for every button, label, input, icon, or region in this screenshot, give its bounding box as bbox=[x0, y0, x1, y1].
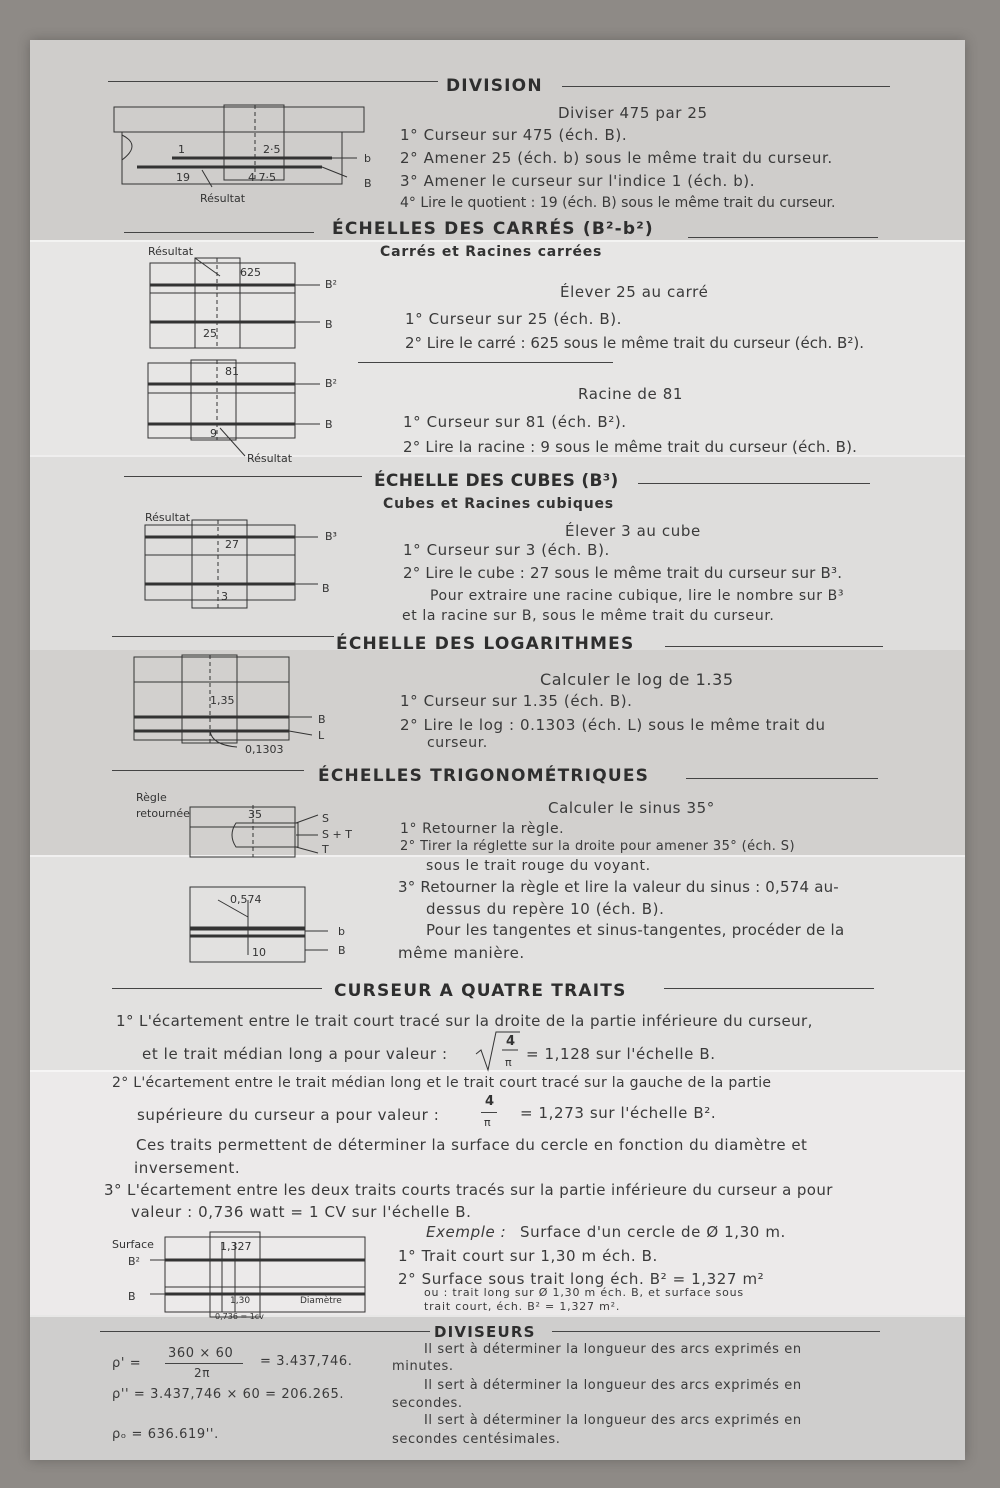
diagram-label: Résultat bbox=[148, 245, 194, 258]
cubes-title: ÉCHELLE DES CUBES (B³) bbox=[374, 471, 619, 491]
fold-line bbox=[30, 855, 965, 857]
fold-line bbox=[30, 240, 965, 242]
diagram-label: L bbox=[318, 729, 325, 742]
cursor-paragraph: 2° L'écartement entre le trait médian long et le trait court tracé sur la gauche de la partie bbox=[112, 1075, 772, 1091]
formula: ρ'' = 3.437,746 × 60 = 206.265. bbox=[112, 1387, 345, 1402]
example-step: 1° Trait court sur 1,30 m éch. B. bbox=[398, 1247, 658, 1265]
division-step: 4° Lire le quotient : 19 (éch. B) sous le même trait du curseur. bbox=[400, 195, 836, 211]
heading-rule bbox=[638, 483, 870, 484]
example-step: ou : trait long sur Ø 1,30 m éch. B, et surface sous bbox=[424, 1286, 744, 1299]
cursor-paragraph: = 1,128 sur l'échelle B. bbox=[526, 1045, 716, 1063]
division-step: 1° Curseur sur 475 (éch. B). bbox=[400, 126, 628, 144]
trig-step: 2° Tirer la réglette sur la droite pour amener 35° (éch. S) bbox=[400, 839, 795, 854]
squares-subtitle: Carrés et Racines carrées bbox=[380, 244, 603, 260]
diviseurs-note: minutes. bbox=[392, 1359, 454, 1374]
heading-rule bbox=[552, 1331, 880, 1332]
logs-step: 2° Lire le log : 0.1303 (éch. L) sous le même trait du bbox=[400, 716, 826, 734]
diviseurs-note: secondes. bbox=[392, 1396, 463, 1411]
heading-rule bbox=[112, 636, 334, 637]
diagram-label: B bbox=[325, 418, 333, 431]
division-title: DIVISION bbox=[446, 76, 543, 96]
diagram-label: 25 bbox=[203, 327, 217, 340]
diagram-label: Résultat bbox=[200, 192, 246, 205]
example-text: Surface d'un cercle de Ø 1,30 m. bbox=[520, 1223, 786, 1241]
diagram-label: 0,736 = 1cv bbox=[215, 1312, 264, 1321]
heading-rule bbox=[665, 646, 883, 647]
diviseurs-note: Il sert à déterminer la longueur des arcs exprimés en bbox=[424, 1378, 802, 1393]
diagram-label: 35 bbox=[248, 808, 262, 821]
diagram-label: 1 bbox=[178, 143, 185, 156]
cubes-example: Élever 3 au cube bbox=[565, 522, 701, 540]
diagram-label: Résultat bbox=[247, 452, 293, 465]
diagram-label: 81 bbox=[225, 365, 239, 378]
diagram-label: b bbox=[364, 152, 371, 165]
diagram-label: 27 bbox=[225, 538, 239, 551]
diagram-label: 2·5 bbox=[263, 143, 281, 156]
diagram-label: 10 bbox=[252, 946, 266, 959]
cursor-paragraph: Ces traits permettent de déterminer la surface du cercle en fonction du diamètre et bbox=[136, 1136, 808, 1154]
division-diagram bbox=[112, 105, 382, 205]
squares-diagram bbox=[145, 258, 345, 468]
logs-title: ÉCHELLE DES LOGARITHMES bbox=[336, 634, 635, 654]
diviseurs-note: Il sert à déterminer la longueur des arcs exprimés en bbox=[424, 1413, 802, 1428]
cursor-title: CURSEUR A QUATRE TRAITS bbox=[334, 981, 627, 1001]
diviseurs-title: DIVISEURS bbox=[434, 1323, 536, 1341]
example-label: Exemple : bbox=[426, 1223, 507, 1241]
cursor-paragraph: valeur : 0,736 watt = 1 CV sur l'échelle B. bbox=[131, 1203, 472, 1221]
diagram-label: 4 7·5 bbox=[248, 171, 276, 184]
cursor-paragraph: supérieure du curseur a pour valeur : bbox=[137, 1106, 440, 1124]
diagram-label: 0,574 bbox=[230, 893, 262, 906]
heading-rule bbox=[688, 237, 878, 238]
diagram-label: Diamètre bbox=[300, 1296, 342, 1306]
formula: ρ' = bbox=[112, 1356, 142, 1371]
diagram-label: B bbox=[318, 713, 326, 726]
diagram-label: retournée bbox=[136, 807, 190, 820]
diagram-label: Surface bbox=[112, 1238, 154, 1251]
trig-step: 1° Retourner la règle. bbox=[400, 821, 565, 837]
logs-step: 1° Curseur sur 1.35 (éch. B). bbox=[400, 692, 633, 710]
fraction-bar bbox=[481, 1112, 497, 1113]
formula-denominator: 2π bbox=[194, 1366, 211, 1380]
diagram-label: S bbox=[322, 812, 329, 825]
diagram-label: 1,327 bbox=[220, 1240, 252, 1253]
cursor-diagram bbox=[150, 1232, 370, 1322]
diagram-label: B² bbox=[325, 377, 337, 390]
diviseurs-note: secondes centésimales. bbox=[392, 1432, 561, 1447]
cursor-paragraph: et le trait médian long a pour valeur : bbox=[142, 1045, 448, 1063]
squares-example: Racine de 81 bbox=[578, 385, 684, 403]
squares-step: 1° Curseur sur 25 (éch. B). bbox=[405, 310, 623, 328]
logs-example: Calculer le log de 1.35 bbox=[540, 670, 734, 689]
diagram-label: Résultat bbox=[145, 511, 191, 524]
diagram-label: 1,35 bbox=[210, 694, 235, 707]
diagram-label: 0,1303 bbox=[245, 743, 284, 756]
division-step: 2° Amener 25 (éch. b) sous le même trait du curseur. bbox=[400, 149, 833, 167]
diviseurs-note: Il sert à déterminer la longueur des arcs exprimés en bbox=[424, 1342, 802, 1357]
fraction-denominator: π bbox=[484, 1116, 491, 1129]
diagram-label: B bbox=[338, 944, 346, 957]
logs-diagram bbox=[132, 655, 342, 755]
trig-step: 3° Retourner la règle et lire la valeur du sinus : 0,574 au- bbox=[398, 878, 839, 896]
diagram-label: 19 bbox=[176, 171, 190, 184]
formula: ρₒ = 636.619''. bbox=[112, 1427, 219, 1442]
cubes-note: Pour extraire une racine cubique, lire le nombre sur B³ bbox=[430, 588, 845, 604]
cubes-subtitle: Cubes et Racines cubiques bbox=[383, 496, 614, 512]
heading-rule bbox=[562, 86, 890, 87]
squares-step: 2° Lire le carré : 625 sous le même trait du curseur (éch. B²). bbox=[405, 334, 864, 352]
fraction-numerator: 4 bbox=[506, 1034, 516, 1049]
formula-numerator: 360 × 60 bbox=[168, 1346, 234, 1361]
fraction-denominator: π bbox=[505, 1056, 512, 1069]
cubes-step: 1° Curseur sur 3 (éch. B). bbox=[403, 541, 610, 559]
diagram-label: 625 bbox=[240, 266, 261, 279]
squares-step: 2° Lire la racine : 9 sous le même trait du curseur (éch. B). bbox=[403, 438, 858, 456]
trig-title: ÉCHELLES TRIGONOMÉTRIQUES bbox=[318, 766, 650, 786]
trig-step: dessus du repère 10 (éch. B). bbox=[426, 900, 665, 918]
cursor-paragraph: 3° L'écartement entre les deux traits courts tracés sur la partie inférieure du curseur a pour bbox=[104, 1181, 833, 1199]
diagram-label: B bbox=[322, 582, 330, 595]
heading-rule bbox=[108, 81, 438, 82]
fraction-numerator: 4 bbox=[485, 1094, 495, 1109]
diagram-label: 1,30 bbox=[230, 1296, 251, 1306]
cursor-paragraph: 1° L'écartement entre le trait court tracé sur la droite de la partie inférieure du curseur, bbox=[116, 1012, 813, 1030]
squares-title: ÉCHELLES DES CARRÉS (B²-b²) bbox=[332, 219, 654, 239]
diagram-label: T bbox=[322, 843, 329, 856]
squares-example: Élever 25 au carré bbox=[560, 283, 709, 301]
diagram-label: b bbox=[338, 925, 345, 938]
cursor-paragraph: = 1,273 sur l'échelle B². bbox=[520, 1104, 717, 1122]
heading-rule bbox=[112, 988, 322, 989]
trig-note: même manière. bbox=[398, 944, 525, 962]
diagram-label: B bbox=[325, 318, 333, 331]
example-step: 2° Surface sous trait long éch. B² = 1,327 m² bbox=[398, 1270, 765, 1288]
diagram-label: B² bbox=[128, 1255, 140, 1268]
diagram-label: B bbox=[364, 177, 372, 190]
cubes-note: et la racine sur B, sous le même trait du curseur. bbox=[402, 608, 775, 624]
trig-step: sous le trait rouge du voyant. bbox=[426, 858, 651, 874]
division-example: Diviser 475 par 25 bbox=[558, 104, 708, 122]
cubes-diagram bbox=[140, 520, 340, 610]
formula: = 3.437,746. bbox=[260, 1354, 353, 1369]
fraction-bar bbox=[165, 1363, 243, 1364]
diagram-label: 9 bbox=[210, 427, 217, 440]
heading-rule bbox=[664, 988, 874, 989]
heading-rule bbox=[124, 232, 314, 233]
diagram-label: B bbox=[128, 1290, 136, 1303]
squares-step: 1° Curseur sur 81 (éch. B²). bbox=[403, 413, 627, 431]
diagram-label: S + T bbox=[322, 828, 352, 841]
diagram-label: B³ bbox=[325, 530, 337, 543]
cursor-paragraph: inversement. bbox=[134, 1159, 241, 1177]
heading-rule bbox=[100, 1331, 430, 1332]
heading-rule bbox=[686, 778, 878, 779]
diagram-label: B² bbox=[325, 278, 337, 291]
logs-step: curseur. bbox=[427, 735, 488, 751]
heading-rule bbox=[112, 770, 304, 771]
trig-note: Pour les tangentes et sinus-tangentes, procéder de la bbox=[426, 921, 845, 939]
diagram-label: Règle bbox=[136, 791, 167, 804]
cubes-step: 2° Lire le cube : 27 sous le même trait du curseur sur B³. bbox=[403, 564, 843, 582]
division-step: 3° Amener le curseur sur l'indice 1 (éch. b). bbox=[400, 172, 756, 190]
divider bbox=[358, 362, 613, 363]
diagram-label: 3 bbox=[221, 590, 228, 603]
example-step: trait court, éch. B² = 1,327 m². bbox=[424, 1300, 621, 1313]
heading-rule bbox=[124, 476, 362, 477]
trig-example: Calculer le sinus 35° bbox=[548, 799, 715, 817]
